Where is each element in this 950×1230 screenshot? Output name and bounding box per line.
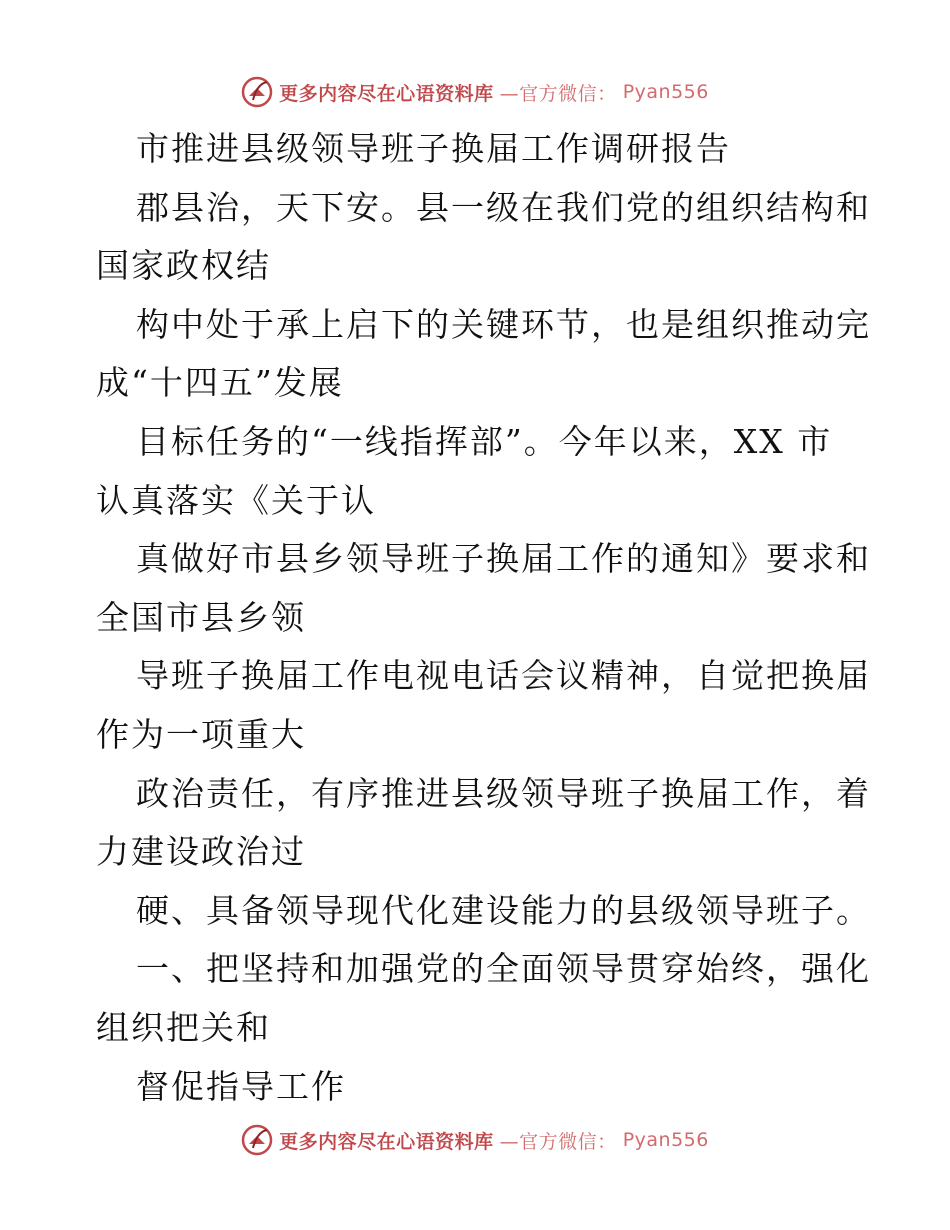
book-quill-logo-icon (241, 76, 273, 108)
document-text-line: 导班子换届工作电视电话会议精神，自觉把换届 (136, 656, 871, 696)
banner-brand-text: 更多内容尽在心语资料库 (279, 82, 494, 105)
document-text-line: 组织把关和 (96, 1007, 271, 1047)
document-text-line: 督促指导工作 (136, 1066, 346, 1106)
document-text-line: 全国市县乡领 (96, 597, 306, 637)
document-text-line: 力建设政治过 (96, 832, 306, 872)
document-text-line: 真做好市县乡领导班子换届工作的通知》要求和 (136, 539, 871, 579)
footer-watermark-banner (0, 1120, 950, 1160)
document-text-line: 政治责任，有序推进县级领导班子换届工作，着 (136, 773, 871, 813)
document-text-line: 作为一项重大 (96, 714, 306, 754)
banner-wechat-label: —官方微信： (499, 1130, 617, 1153)
document-text-line: 目标任务的“一线指挥部”。今年以来，XX 市 (136, 421, 833, 461)
banner-brand-text: 更多内容尽在心语资料库 (279, 1130, 494, 1153)
banner-wechat-id: Pyan556 (622, 81, 709, 103)
document-text-line: 国家政权结 (96, 246, 271, 286)
document-body (96, 120, 871, 1116)
document-text-line: 成“十四五”发展 (96, 363, 344, 403)
document-text-line: 硬、具备领导现代化建设能力的县级领导班子。 (136, 890, 871, 930)
document-text-line: 郡县治，天下安。县一级在我们党的组织结构和 (136, 187, 871, 227)
book-quill-logo-icon (241, 1124, 273, 1156)
banner-wechat-id: Pyan556 (622, 1129, 709, 1151)
document-text-line: 认真落实《关于认 (96, 480, 376, 520)
header-watermark-banner (0, 72, 950, 112)
document-text-line: 构中处于承上启下的关键环节，也是组织推动完 (136, 304, 871, 344)
document-text-line: 一、把坚持和加强党的全面领导贯穿始终，强化 (136, 949, 871, 989)
banner-wechat-label: —官方微信： (499, 82, 617, 105)
document-text-line: 市推进县级领导班子换届工作调研报告 (136, 129, 731, 168)
